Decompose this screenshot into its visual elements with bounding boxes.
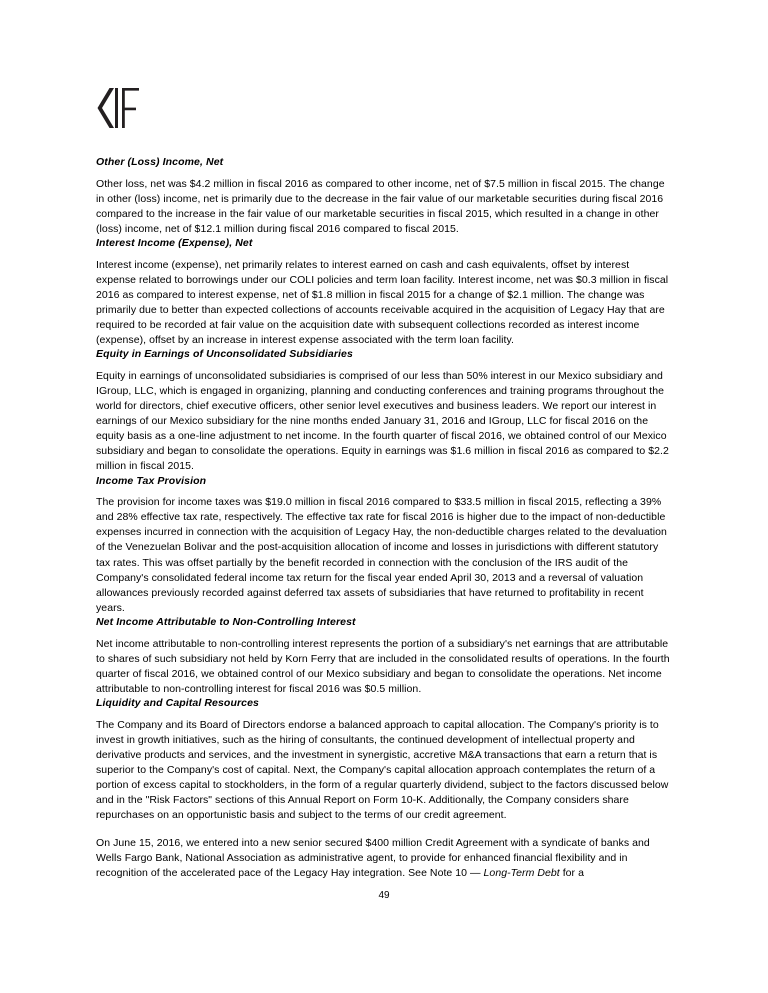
section-heading: Equity in Earnings of Unconsolidated Subsidiaries (96, 348, 353, 361)
section-heading: Other (Loss) Income, Net (96, 156, 224, 168)
closing-paragraph-part2: for a (559, 867, 584, 880)
section-paragraph: Interest income (expense), net primarily relates to interest earned on cash and cash equivalents, offset by interest expense related to borrowings under our COLI policies and term loan facility. Interest income, net was $0.3 million in fiscal 2016 as compared to interest expense, net of $1.8 million in fiscal 2015 for a change of $2.1 million. The change was primarily due to better than expected collections of accounts receivable acquired in the acquisition of Legacy Hay that are required to be recorded at fair value on the acquisition date with subsequent collections recorded as interest income (expense), offset by an increase in interest expense associated with the term loan facility. (96, 258, 669, 347)
closing-paragraph-italic-reference: Long-Term Debt (483, 867, 560, 880)
closing-paragraph (96, 836, 672, 881)
section-paragraph: Equity in earnings of unconsolidated subsidiaries is comprised of our less than 50% interest in our Mexico subsidiary and IGroup, LLC, which is engaged in organizing, planning and conducting conferences and training programs throughout the world for directors, chief executive officers, other senior level executives and business leaders. We report our interest in earnings of our Mexico subsidiary for the nine months ended January 31, 2016 and IGroup, LLC for fiscal 2016 on the equity basis as a one-line adjustment to net income. In the fourth quarter of fiscal 2016, we obtained control of our Mexico subsidiary and began to consolidate the operations. Equity in earnings was $1.6 million in fiscal 2016 as compared to $2.2 million in fiscal 2015. (96, 369, 669, 473)
section-income-tax-provision (96, 475, 672, 616)
section-equity-in-earnings (96, 348, 672, 474)
section-paragraph: The provision for income taxes was $19.0 million in fiscal 2016 compared to $33.5 million in fiscal 2015, reflecting a 39% and 28% effective tax rate, respectively. The effective tax rate for fiscal 2016 is higher due to the impact of non-deductible expenses incurred in connection with the acquisition of Legacy Hay, the non-deductible charges related to the devaluation of the Venezuelan Bolivar and the post-acquisition allocation of income and losses in jurisdictions with different statutory tax rates. This was offset partially by the benefit recorded in connection with the conclusion of the IRS audit of the Company's consolidated federal income tax return for the fiscal year ended April 30, 2013 and a reversal of valuation allowances previously recorded against deferred tax assets of subsidiaries that have returned to profitability in recent years. (96, 496, 667, 614)
section-interest-income-expense-net (96, 237, 672, 348)
section-paragraph: The Company and its Board of Directors endorse a balanced approach to capital allocation. The Company's priority is to invest in growth initiatives, such as the hiring of consultants, the continued development of intellectual property and derivative products and services, and the investment in synergistic, accretive M&A transactions that earn a return that is superior to the Company's cost of capital. Next, the Company's capital allocation approach contemplates the return of a portion of excess capital to stockholders, in the form of a regular quarterly dividend, subject to the factors discussed below and in the "Risk Factors" sections of this Annual Report on Form 10-K. Additionally, the Company considers share repurchases on an opportunistic basis and subject to the terms of our credit agreement. (96, 718, 669, 822)
section-net-income-noncontrolling-interest (96, 616, 672, 697)
korn-ferry-logo-icon (96, 86, 158, 130)
section-other-loss-income-net (96, 156, 672, 237)
logo-container (96, 86, 672, 138)
section-heading: Liquidity and Capital Resources (96, 696, 259, 709)
closing-paragraph-part1: On June 15, 2016, we entered into a new senior secured $400 million Credit Agreement with a syndicate of banks and Wells Fargo Bank, National Association as administrative agent, to provide for enhanced financial flexibility and in recognition of the accelerated pace of the Legacy Hay integration. See Note 10 — (96, 837, 650, 880)
section-paragraph: Net income attributable to non-controlling interest represents the portion of a subsidiary's net earnings that are attributable to shares of such subsidiary not held by Korn Ferry that are included in the consolidated results of operations. In the fourth quarter of fiscal 2016, we obtained control of our Mexico subsidiary and began to consolidate the operations. Net income attributable to non-controlling interest for fiscal 2016 was $0.5 million. (96, 637, 670, 695)
document-body (96, 156, 672, 882)
section-liquidity-capital-resources (96, 697, 672, 882)
section-heading: Interest Income (Expense), Net (96, 237, 253, 250)
section-heading: Net Income Attributable to Non-Controlling Interest (96, 615, 356, 628)
page-number: 49 (378, 890, 390, 901)
section-heading: Income Tax Provision (96, 474, 207, 487)
section-paragraph: Other loss, net was $4.2 million in fiscal 2016 as compared to other income, net of $7.5 million in fiscal 2015. The change in other (loss) income, net is primarily due to the decrease in the fair value of our marketable securities during fiscal 2016 compared to the increase in the fair value of our marketable securities in fiscal 2015, which resulted in a change in other (loss) income, net of $12.1 million during fiscal 2016 compared to fiscal 2015. (96, 177, 665, 235)
